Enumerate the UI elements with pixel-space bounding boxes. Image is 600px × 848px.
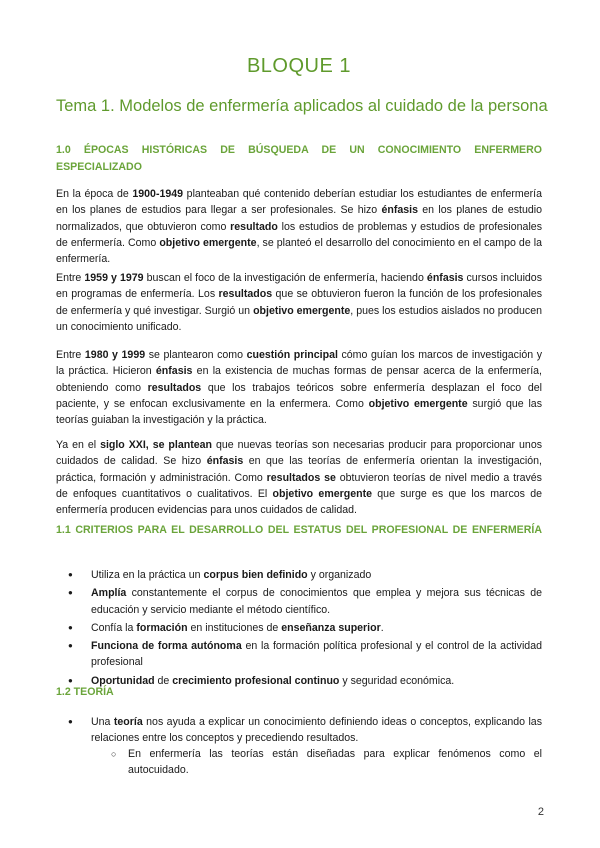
list-item: ● Oportunidad de crecimiento profesional continuo y seguridad económica. <box>56 673 542 689</box>
paragraph-1959-1979: Entre 1959 y 1979 buscan el foco de la investigación de enfermería, haciendo énfasis cursos incluidos en programas de enfermería. Los resultados que se obtuvieron fueron la función de los profesionales de enfermería y qué investigar. Surgió un objetivo emergente, pues los estudios aislados no producen un conocimiento unificado. <box>56 272 543 333</box>
list-item: ● Confía la formación en instituciones de enseñanza superior. <box>56 620 542 636</box>
list-item: ● Utiliza en la práctica un corpus bien definido y organizado <box>56 567 542 583</box>
paragraph-siglo-xxi: Ya en el siglo XXI, se plantean que nuevas teorías son necesarias producir para proporcionar unos cuidados de calidad. Se hizo énfasis en que las teorías de enfermería orientan la investigación, práctica, formación y administración. Como resultados se obtuvieron teorías de nivel medio a través de enfoques cuantitativos o cualitativos. El objetivo emergente que surge es que los marcos de enfermería producen evidencias para unos cuidados de calidad. <box>56 439 543 517</box>
paragraph-1900-1949: En la época de 1900-1949 planteaban qué contenido deberían estudiar los estudiantes de enfermería en los planes de estudios para llegar a ser profesionales. Se hizo énfasis en los planes de estudio normalizados, que obtuvieron como resultado los estudios de problemas y estudios de profesionales de enfermería. Como objetivo emergente, se planteó el desarrollo del conocimiento en el campo de la enfermería. <box>56 188 542 266</box>
paragraph-1980-1999: Entre 1980 y 1999 se plantearon como cuestión principal cómo guían los marcos de investigación y la práctica. Hicieron énfasis en la existencia de muchas formas de pensar acerca de la enfermería, obteniendo como resultados que los trabajos teóricos sobre enfermería desplazan el foco del paciente, y se enfocan exclusivamente en la enfermera. Como objetivo emergente surgió que las teorías guiaban la investigación y la práctica. <box>56 349 542 427</box>
list-item: ● Una teoría nos ayuda a explicar un conocimiento definiendo ideas o conceptos, explicando las relaciones entre los conceptos y precediendo resultados. <box>56 714 542 747</box>
list-item: ● Funciona de forma autónoma en la formación política profesional y el control de la actividad profesional <box>56 638 542 671</box>
topic-title: Tema 1. Modelos de enfermería aplicados al cuidado de la persona <box>56 97 548 115</box>
theory-sublist <box>56 746 542 781</box>
page-number: 2 <box>537 806 544 818</box>
theory-list <box>56 714 542 749</box>
list-item: ● Amplía constantemente el corpus de conocimientos que emplea y mejora sus técnicas de educación y servicio mediante el método científico. <box>56 585 542 618</box>
section-heading-1-0: 1.0 ÉPOCAS HISTÓRICAS DE BÚSQUEDA DE UN CONOCIMIENTO ENFERMERO ESPECIALIZADO <box>56 144 542 173</box>
section-heading-1-2: 1.2 TEORÍA <box>56 686 114 698</box>
block-title: BLOQUE 1 <box>246 55 352 77</box>
sub-list-item: ○ En enfermería las teorías están diseñadas para explicar fenómenos como el autocuidado. <box>56 746 542 779</box>
criteria-list <box>56 567 542 691</box>
section-heading-1-1: 1.1 CRITERIOS PARA EL DESARROLLO DEL ESTATUS DEL PROFESIONAL DE ENFERMERÍA <box>56 524 542 536</box>
